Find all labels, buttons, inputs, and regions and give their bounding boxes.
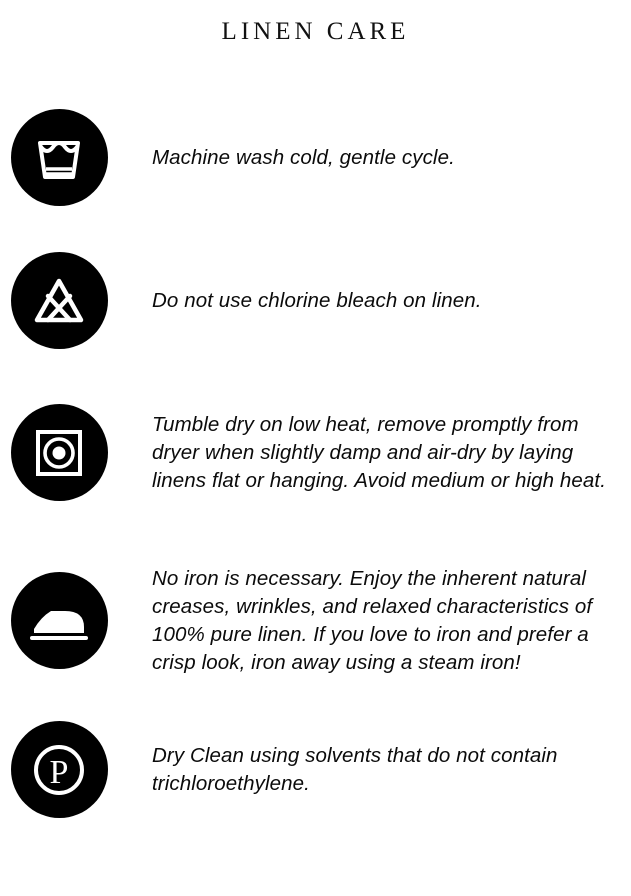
text-cell — [109, 266, 631, 335]
svg-text:P: P — [49, 753, 69, 791]
care-instruction-list — [0, 83, 631, 835]
do-not-bleach-icon — [11, 252, 108, 349]
care-instruction-row — [0, 705, 631, 835]
tumble-dry-low-icon — [11, 404, 108, 501]
icon-cell — [9, 252, 109, 349]
care-instruction-row — [0, 83, 631, 233]
machine-wash-icon — [11, 109, 108, 206]
iron-icon — [11, 572, 108, 669]
dry-clean-p-icon — [11, 721, 108, 818]
icon-cell — [9, 109, 109, 206]
care-instruction-text: Do not use chlorine bleach on linen. — [152, 288, 482, 312]
care-instruction-text: Tumble dry on low heat, remove promptly from dryer when slightly damp and air-dry by laying linens flat or hanging. Avoid medium or high heat. — [152, 412, 606, 492]
icon-cell — [9, 721, 109, 818]
icon-cell — [9, 404, 109, 501]
linen-care-page — [0, 17, 631, 896]
text-cell — [109, 123, 631, 192]
text-cell — [109, 721, 631, 818]
care-instruction-row — [0, 233, 631, 369]
text-cell — [109, 544, 631, 697]
care-instruction-row — [0, 369, 631, 537]
care-instruction-text: Machine wash cold, gentle cycle. — [152, 145, 455, 169]
care-instruction-text: No iron is necessary. Enjoy the inherent natural creases, wrinkles, and relaxed characteristics of 100% pure linen. If you love to iron and prefer a crisp look, iron away using a steam iron! — [152, 566, 593, 674]
page-title: LINEN CARE — [221, 17, 410, 45]
icon-cell — [9, 572, 109, 669]
care-instruction-text: Dry Clean using solvents that do not contain trichloroethylene. — [152, 743, 558, 795]
text-cell — [109, 390, 631, 515]
care-instruction-row — [0, 537, 631, 705]
